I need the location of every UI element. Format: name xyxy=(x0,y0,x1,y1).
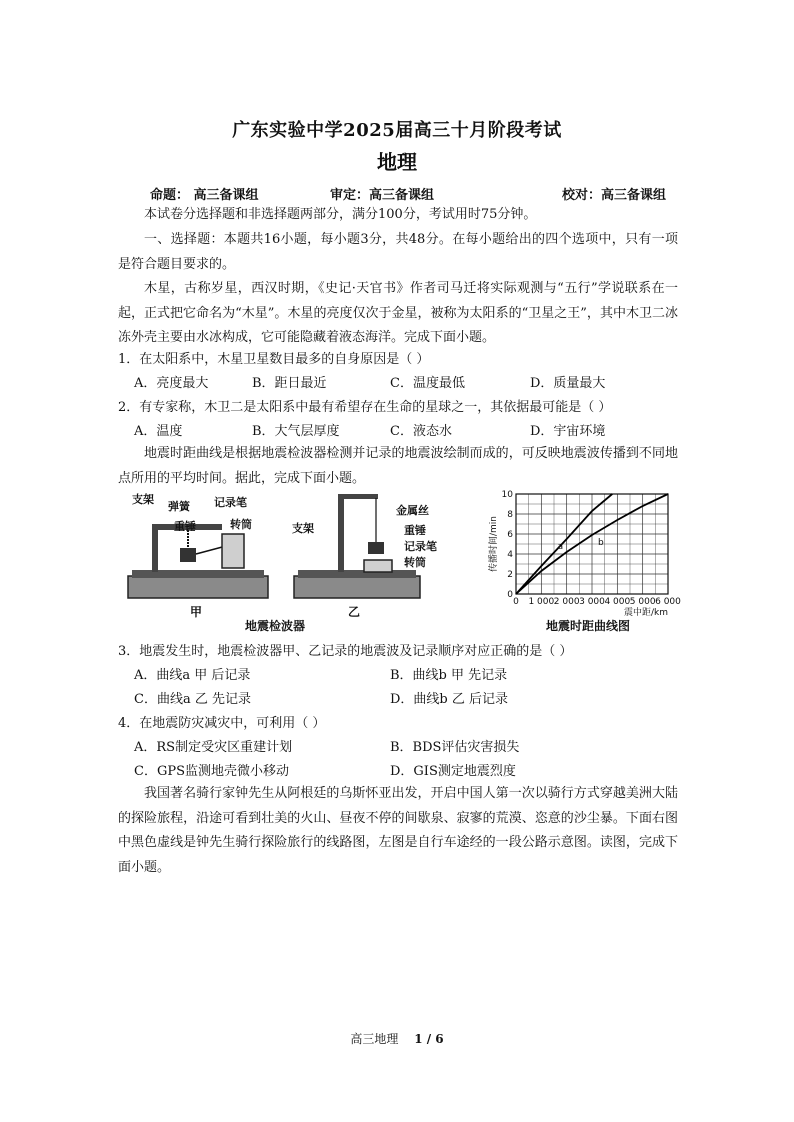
weight xyxy=(368,542,384,554)
drum xyxy=(364,560,392,572)
seismometer-yi-figure xyxy=(288,490,464,612)
weight xyxy=(180,548,196,562)
series-label-b: b xyxy=(598,538,604,548)
chart-grid xyxy=(516,494,668,594)
y-tick-label: 4 xyxy=(507,550,513,560)
y-tick-label: 8 xyxy=(507,510,513,520)
passage-jupiter: 木星，古称岁星，西汉时期，《史记·天官书》作者司马迁将实际观测与“五行”学说联系在一起，正式把它命名为“木星”。木星的亮度仅次于金星，被称为太阳系的“卫星之王”，其中木卫二冰冻外壳主要由水冰构成，它可能隐藏着液态海洋。完成下面小题。 xyxy=(118,281,678,345)
figure-label: 转筒 xyxy=(230,518,252,531)
q1-option-c: C．温度最低 xyxy=(390,376,465,391)
passage-cycling: 我国著名骑行家钟先生从阿根廷的乌斯怀亚出发，开启中国人第一次以骑行方式穿越美洲大陆的探险旅程，沿途可看到壮美的火山、昼夜不停的间歇泉、寂寥的荒漠、恣意的沙尘暴。下面右图中黑色虚线是钟先生骑行探险旅行的线路图，左图是自行车途经的一段公路示意图。读图，完成下面小题。 xyxy=(118,786,678,875)
x-axis-label: 震中距/km xyxy=(623,608,668,616)
intro-text: 本试卷分选择题和非选择题两部分，满分100分，考试用时75分钟。 xyxy=(144,207,537,222)
base-plate xyxy=(128,576,268,598)
x-tick-label: 0 xyxy=(513,597,519,607)
figure-caption-chart: 地震时距曲线图 xyxy=(546,619,631,633)
question-2-stem: 2．有专家称，木卫二是太阳系中最有希望存在生命的星球之一，其依据最可能是（ ） xyxy=(118,400,612,415)
question-3-stem: 3．地震发生时，地震检波器甲、乙记录的地震波及记录顺序对应正确的是（ ） xyxy=(118,644,573,659)
figure-label: 转筒 xyxy=(404,556,426,569)
q3-option-c: C．曲线a 乙 先记录 xyxy=(134,692,251,707)
base-plate xyxy=(294,576,420,598)
time-distance-chart xyxy=(482,486,682,616)
figure-caption-seismometer: 地震检波器 xyxy=(245,619,306,633)
y-tick-label: 6 xyxy=(507,530,513,540)
q3-option-a: A．曲线a 甲 后记录 xyxy=(134,668,251,683)
figure-yi-label: 乙 xyxy=(348,605,361,619)
x-tick-label: 3 000 xyxy=(579,597,605,607)
q4-option-a: A．RS制定受灾区重建计划 xyxy=(134,740,293,755)
figure-label: 金属丝 xyxy=(396,504,429,517)
page-number: 1 / 6 xyxy=(414,1032,444,1046)
checker-label: 校对：高三备课组 xyxy=(562,188,667,203)
q2-option-b: B．大气层厚度 xyxy=(252,424,340,439)
figure-label: 重锤 xyxy=(174,520,196,533)
q4-option-d: D．GIS测定地震烈度 xyxy=(390,764,516,779)
seismometer-jia-figure xyxy=(122,490,274,612)
section-heading: 一、选择题：本题共16小题，每小题3分，共48分。在每小题给出的四个选项中，只有一项是符合题目要求的。 xyxy=(118,232,678,272)
footer-subject: 高三地理 xyxy=(350,1032,399,1046)
x-tick-label: 4 000 xyxy=(604,597,631,607)
q2-option-a: A．温度 xyxy=(134,424,183,439)
q1-option-a: A．亮度最大 xyxy=(134,376,209,391)
x-tick-label: 1 000 xyxy=(528,597,555,607)
q4-option-c: C．GPS监测地壳微小移动 xyxy=(134,764,289,779)
series-label-a: a xyxy=(557,542,564,552)
y-tick-label: 10 xyxy=(501,490,513,500)
figure-label: 支架 xyxy=(132,493,154,506)
figure-label: 弹簧 xyxy=(168,500,190,513)
base-top xyxy=(132,570,264,578)
figure-label: 重锤 xyxy=(404,524,426,537)
subject-title: 地理 xyxy=(377,150,417,174)
figure-label: 支架 xyxy=(292,522,314,535)
page-footer xyxy=(0,1030,794,1047)
q3-option-b: B．曲线b 甲 先记录 xyxy=(390,668,508,683)
q2-option-d: D．宇宙环境 xyxy=(530,424,606,439)
q1-option-b: B．距日最近 xyxy=(252,376,327,391)
passage-seismic: 地震时距曲线是根据地震检波器检测并记录的地震波绘制而成的，可反映地震波传播到不同地点所用的平均时间。据此，完成下面小题。 xyxy=(118,446,678,486)
figure-label: 记录笔 xyxy=(214,496,247,509)
y-tick-label: 0 xyxy=(507,590,513,600)
drum xyxy=(222,534,244,568)
q2-option-c: C．液态水 xyxy=(390,424,452,439)
x-tick-label: 5 000 xyxy=(629,597,656,607)
stand-post xyxy=(152,526,158,572)
x-tick-label: 2 000 xyxy=(553,597,580,607)
y-tick-label: 2 xyxy=(507,570,513,580)
q3-option-d: D．曲线b 乙 后记录 xyxy=(390,692,509,707)
reviewer-label: 审定：高三备课组 xyxy=(330,188,435,203)
x-tick-label: 6 000 xyxy=(655,597,681,607)
stand-arm xyxy=(338,494,378,499)
q4-option-b: B．BDS评估灾害损失 xyxy=(390,740,520,755)
base-top xyxy=(298,570,416,578)
figure-label: 记录笔 xyxy=(404,540,437,553)
exam-title: 广东实验中学2025届高三十月阶段考试 xyxy=(232,120,562,141)
q1-option-d: D．质量最大 xyxy=(530,376,606,391)
y-axis-label: 传播时间/min xyxy=(489,515,499,573)
question-1-stem: 1．在太阳系中，木星卫星数目最多的自身原因是（ ） xyxy=(118,352,430,367)
stand-post xyxy=(338,496,344,572)
question-4-stem: 4．在地震防灾减灾中，可利用（ ） xyxy=(118,716,326,731)
figure-jia-label: 甲 xyxy=(190,605,203,619)
setter-label: 命题： 高三备课组 xyxy=(150,188,259,203)
